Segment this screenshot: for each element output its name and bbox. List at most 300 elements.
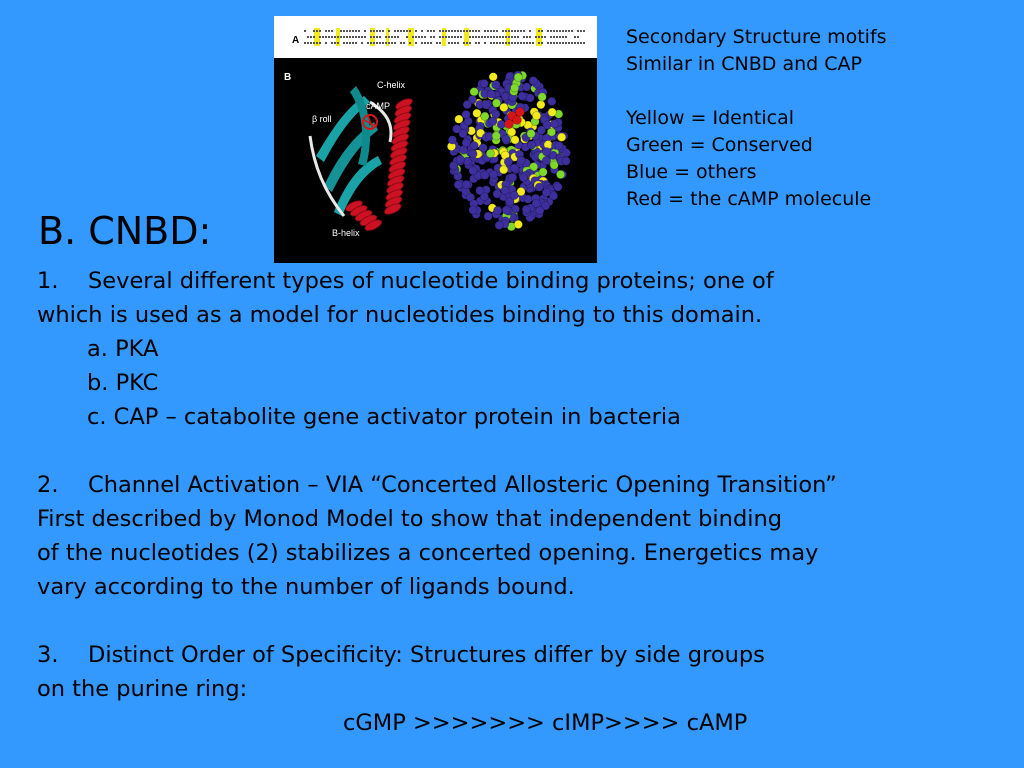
atom-sphere <box>502 206 510 214</box>
atom-sphere <box>537 126 545 134</box>
alignment-residue <box>364 36 366 38</box>
alignment-residue <box>583 30 585 32</box>
alignment-residue <box>319 42 321 44</box>
atom-sphere <box>511 136 519 144</box>
alignment-residue <box>496 30 498 32</box>
alignment-residue <box>313 42 315 44</box>
alignment-residue <box>526 36 528 38</box>
alignment-residue <box>355 42 357 44</box>
atom-sphere <box>495 221 503 229</box>
alignment-residue <box>505 36 507 38</box>
alignment-residue <box>508 36 510 38</box>
alignment-residue <box>319 36 321 38</box>
atom-sphere <box>454 180 462 188</box>
alignment-residue <box>382 42 384 44</box>
alignment-residue <box>460 30 462 32</box>
alignment-residue <box>373 30 375 32</box>
alignment-residue <box>337 36 339 38</box>
blank-line <box>37 604 837 638</box>
alignment-residue <box>409 30 411 32</box>
alignment-residue <box>406 30 408 32</box>
alignment-residue <box>469 30 471 32</box>
alignment-residue <box>493 42 495 44</box>
atom-sphere <box>548 108 556 116</box>
alignment-residue <box>457 30 459 32</box>
alignment-residue <box>556 36 558 38</box>
alignment-residue <box>349 36 351 38</box>
alignment-residue <box>457 36 459 38</box>
atom-sphere <box>489 117 497 125</box>
alignment-residue <box>391 42 393 44</box>
alignment-residue <box>355 36 357 38</box>
legend-red: Red = the cAMP molecule <box>626 188 872 210</box>
alignment-residue <box>346 42 348 44</box>
panel-a-label: A <box>292 35 300 46</box>
alignment-residue <box>493 30 495 32</box>
alignment-residue <box>376 42 378 44</box>
atom-sphere <box>482 101 490 109</box>
atom-sphere <box>510 191 518 199</box>
alignment-residue <box>445 36 447 38</box>
alignment-residue <box>541 42 543 44</box>
atom-sphere <box>473 109 481 117</box>
alignment-residue <box>499 36 501 38</box>
alignment-residue <box>331 42 333 44</box>
atom-sphere <box>523 83 531 91</box>
alignment-residue <box>529 42 531 44</box>
item-number: 2. <box>37 472 59 498</box>
alignment-residue <box>520 42 522 44</box>
atom-sphere <box>462 139 470 147</box>
figure-caption <box>626 24 887 213</box>
alignment-residue <box>493 36 495 38</box>
alignment-residue <box>571 42 573 44</box>
alignment-residue <box>553 42 555 44</box>
alignment-residue <box>583 42 585 44</box>
atom-sphere <box>514 220 522 228</box>
b-helix-label: B-helix <box>332 228 360 238</box>
alignment-residue <box>547 30 549 32</box>
alignment-residue <box>307 42 309 44</box>
alignment-residue <box>430 30 432 32</box>
section-heading: B. CNBD: <box>38 209 212 253</box>
figure-canvas <box>274 16 597 263</box>
atom-sphere <box>539 168 547 176</box>
atom-sphere <box>519 173 527 181</box>
alignment-residue <box>325 30 327 32</box>
alignment-residue <box>304 42 306 44</box>
atom-sphere <box>535 183 543 191</box>
alignment-residue <box>514 30 516 32</box>
alignment-residue <box>502 30 504 32</box>
atom-sphere <box>509 173 517 181</box>
alignment-residue <box>463 42 465 44</box>
list-item <box>37 264 837 298</box>
alignment-residue <box>517 42 519 44</box>
alignment-residue <box>370 36 372 38</box>
item-continuation: vary according to the number of ligands bound. <box>37 574 575 600</box>
alignment-residue <box>436 42 438 44</box>
atom-sphere <box>537 100 545 108</box>
alignment-residue <box>460 36 462 38</box>
alignment-residue <box>430 36 432 38</box>
alignment-residue <box>328 30 330 32</box>
alignment-residue <box>379 42 381 44</box>
alignment-residue <box>370 30 372 32</box>
camp-sphere <box>516 108 525 117</box>
alignment-residue <box>568 30 570 32</box>
atom-sphere <box>532 199 540 207</box>
alignment-residue <box>427 42 429 44</box>
alignment-residue <box>490 42 492 44</box>
alignment-residue <box>499 42 501 44</box>
alignment-residue <box>400 30 402 32</box>
alignment-residue <box>523 42 525 44</box>
alignment-residue <box>577 30 579 32</box>
alignment-residue <box>385 36 387 38</box>
alignment-residue <box>421 42 423 44</box>
alignment-residue <box>445 30 447 32</box>
atom-sphere <box>492 81 500 89</box>
alignment-residue <box>505 42 507 44</box>
atom-sphere <box>462 180 470 188</box>
atom-sphere <box>456 155 464 163</box>
alignment-residue <box>439 30 441 32</box>
atom-sphere <box>462 110 470 118</box>
alignment-residue <box>469 36 471 38</box>
alignment-residue <box>427 30 429 32</box>
alignment-residue <box>418 36 420 38</box>
camp-sphere <box>505 120 514 129</box>
atom-sphere <box>542 156 550 164</box>
alignment-residue <box>319 30 321 32</box>
item-continuation: on the purine ring: <box>37 676 248 702</box>
alignment-residue <box>370 42 372 44</box>
item-number: 1. <box>37 268 59 294</box>
item-continuation: First described by Monod Model to show that independent binding <box>37 506 783 532</box>
alignment-residue <box>526 42 528 44</box>
alignment-residue <box>529 36 531 38</box>
atom-sphere <box>517 156 525 164</box>
alignment-residue <box>415 42 417 44</box>
atom-sphere <box>555 142 563 150</box>
alignment-residue <box>562 30 564 32</box>
alignment-residue <box>508 42 510 44</box>
alignment-residue <box>550 36 552 38</box>
subitem-pkc: b. PKC <box>87 370 159 396</box>
list-item <box>37 638 837 672</box>
atom-sphere <box>526 94 534 102</box>
alignment-residue <box>544 36 546 38</box>
alignment-residue <box>397 30 399 32</box>
alignment-residue <box>394 36 396 38</box>
caption-line: Similar in CNBD and CAP <box>626 53 862 75</box>
alignment-residue <box>523 30 525 32</box>
alignment-residue <box>385 42 387 44</box>
item-text: Several different types of nucleotide binding proteins; one of <box>88 268 774 294</box>
alignment-residue <box>355 30 357 32</box>
alignment-residue <box>457 42 459 44</box>
alignment-residue <box>331 36 333 38</box>
alignment-residue <box>313 36 315 38</box>
alignment-residue <box>475 36 477 38</box>
alignment-residue <box>358 36 360 38</box>
alignment-residue <box>352 36 354 38</box>
atom-sphere <box>542 148 550 156</box>
atom-sphere <box>550 120 558 128</box>
alignment-residue <box>574 42 576 44</box>
atom-sphere <box>504 158 512 166</box>
alignment-residue <box>502 36 504 38</box>
atom-sphere <box>492 132 500 140</box>
alignment-residue <box>454 30 456 32</box>
atom-sphere <box>484 212 492 220</box>
alignment-residue <box>478 42 480 44</box>
alignment-residue <box>442 36 444 38</box>
alignment-residue <box>409 42 411 44</box>
alignment-residue <box>316 30 318 32</box>
alignment-residue <box>376 30 378 32</box>
atom-sphere <box>522 205 530 213</box>
item-continuation: of the nucleotides (2) stabilizes a concerted opening. Energetics may <box>37 540 819 566</box>
atom-sphere <box>470 88 478 96</box>
alignment-residue <box>304 30 306 32</box>
atom-sphere <box>527 141 535 149</box>
c-helix-label: C-helix <box>377 80 406 90</box>
alignment-residue <box>379 36 381 38</box>
caption-line: Secondary Structure motifs <box>626 26 887 48</box>
alignment-residue <box>340 30 342 32</box>
alignment-residue <box>424 42 426 44</box>
alignment-residue <box>538 42 540 44</box>
alignment-residue <box>556 42 558 44</box>
alignment-residue <box>424 36 426 38</box>
alignment-residue <box>466 30 468 32</box>
atom-sphere <box>469 206 477 214</box>
alignment-residue <box>478 36 480 38</box>
item-text: Channel Activation – VIA “Concerted Allosteric Opening Transition” <box>88 472 837 498</box>
alignment-residue <box>523 36 525 38</box>
alignment-residue <box>343 42 345 44</box>
alignment-residue <box>469 42 471 44</box>
alignment-residue <box>562 42 564 44</box>
alignment-residue <box>337 42 339 44</box>
alignment-residue <box>406 36 408 38</box>
alignment-residue <box>490 30 492 32</box>
alignment-residue <box>532 42 534 44</box>
alignment-residue <box>448 42 450 44</box>
slide-body <box>37 264 837 740</box>
alignment-residue <box>559 42 561 44</box>
alignment-residue <box>475 30 477 32</box>
specificity-formula: cGMP >>>>>>> cIMP>>>> cAMP <box>343 710 748 736</box>
alignment-residue <box>487 36 489 38</box>
alignment-residue <box>550 30 552 32</box>
alignment-residue <box>364 30 366 32</box>
alignment-residue <box>463 30 465 32</box>
atom-sphere <box>469 150 477 158</box>
alignment-residue <box>517 30 519 32</box>
alignment-residue <box>367 42 369 44</box>
alignment-residue <box>343 36 345 38</box>
alignment-residue <box>481 36 483 38</box>
alignment-residue <box>559 36 561 38</box>
alignment-residue <box>373 42 375 44</box>
alignment-residue <box>376 36 378 38</box>
panel-b-structures <box>274 58 597 263</box>
alignment-residue <box>511 30 513 32</box>
alignment-residue <box>565 30 567 32</box>
subitem-pka: a. PKA <box>87 336 159 362</box>
alignment-residue <box>559 30 561 32</box>
alignment-residue <box>448 30 450 32</box>
alignment-residue <box>421 30 423 32</box>
alignment-residue <box>310 36 312 38</box>
alignment-residue <box>394 42 396 44</box>
alignment-residue <box>496 36 498 38</box>
alignment-residue <box>535 36 537 38</box>
alignment-residue <box>415 30 417 32</box>
alignment-residue <box>538 36 540 38</box>
alignment-residue <box>580 30 582 32</box>
alignment-residue <box>352 42 354 44</box>
alignment-residue <box>346 36 348 38</box>
atom-sphere <box>449 162 457 170</box>
atom-sphere <box>453 125 461 133</box>
atom-sphere <box>502 135 510 143</box>
alignment-residue <box>388 36 390 38</box>
atom-sphere <box>518 92 526 100</box>
alignment-residue <box>430 42 432 44</box>
atom-sphere <box>486 149 494 157</box>
alignment-residue <box>349 42 351 44</box>
alignment-residue <box>490 36 492 38</box>
alignment-residue <box>496 42 498 44</box>
alignment-residue <box>541 36 543 38</box>
alignment-residue <box>508 30 510 32</box>
alignment-residue <box>397 36 399 38</box>
item-text: Distinct Order of Specificity: Structures differ by side groups <box>88 642 765 668</box>
alignment-residue <box>358 30 360 32</box>
alignment-residue <box>433 30 435 32</box>
atom-sphere <box>527 129 535 137</box>
panel-a-alignment <box>274 16 597 56</box>
alignment-residue <box>541 30 543 32</box>
alignment-residue <box>553 30 555 32</box>
alignment-residue <box>421 36 423 38</box>
alignment-residue <box>316 42 318 44</box>
alignment-residue <box>502 42 504 44</box>
atom-sphere <box>510 84 518 92</box>
atom-sphere <box>469 167 477 175</box>
alignment-residue <box>451 30 453 32</box>
alignment-residue <box>451 36 453 38</box>
alignment-residue <box>394 30 396 32</box>
alignment-residue <box>334 42 336 44</box>
atom-sphere <box>507 128 515 136</box>
alignment-residue <box>439 42 441 44</box>
alignment-residue <box>439 36 441 38</box>
alignment-residue <box>529 30 531 32</box>
atom-sphere <box>492 99 500 107</box>
alignment-residue <box>565 36 567 38</box>
alignment-residue <box>310 42 312 44</box>
alignment-residue <box>568 42 570 44</box>
alignment-residue <box>484 30 486 32</box>
alignment-residue <box>550 42 552 44</box>
alignment-residue <box>349 30 351 32</box>
list-item <box>37 468 837 502</box>
atom-sphere <box>562 157 570 165</box>
item-continuation: which is used as a model for nucleotides binding to this domain. <box>37 302 763 328</box>
alignment-residue <box>388 42 390 44</box>
alignment-residue <box>475 42 477 44</box>
alignment-residue <box>331 30 333 32</box>
atom-sphere <box>494 206 502 214</box>
alignment-residue <box>340 36 342 38</box>
atom-sphere <box>476 186 484 194</box>
alignment-residue <box>379 30 381 32</box>
alignment-residue <box>565 42 567 44</box>
alignment-residue <box>514 42 516 44</box>
atom-sphere <box>538 93 546 101</box>
alignment-residue <box>403 30 405 32</box>
subitem-cap: c. CAP – catabolite gene activator protein in bacteria <box>87 404 681 430</box>
alignment-residue <box>361 36 363 38</box>
alignment-residue <box>484 36 486 38</box>
alignment-residue <box>448 36 450 38</box>
panel-b-label: B <box>284 72 292 83</box>
atom-sphere <box>510 164 518 172</box>
alignment-residue <box>517 36 519 38</box>
alignment-residue <box>451 42 453 44</box>
item-number: 3. <box>37 642 59 668</box>
atom-sphere <box>524 195 532 203</box>
atom-sphere <box>470 141 478 149</box>
alignment-residue <box>352 30 354 32</box>
alignment-residue <box>577 42 579 44</box>
blank-line <box>37 434 837 468</box>
caption-spacer <box>626 78 887 105</box>
alignment-residue <box>328 36 330 38</box>
alignment-residue <box>403 42 405 44</box>
alignment-residue <box>487 30 489 32</box>
alignment-residue <box>505 30 507 32</box>
atom-sphere <box>529 77 537 85</box>
alignment-residue <box>574 36 576 38</box>
atom-sphere <box>463 100 471 108</box>
alignment-residue <box>580 42 582 44</box>
alignment-residue <box>325 42 327 44</box>
atom-sphere <box>557 133 565 141</box>
protein-structure-figure <box>274 16 597 263</box>
alignment-residue <box>484 42 486 44</box>
alignment-residue <box>571 30 573 32</box>
alignment-residue <box>511 42 513 44</box>
atom-sphere <box>556 170 564 178</box>
atom-sphere <box>487 90 495 98</box>
alignment-residue <box>562 36 564 38</box>
alignment-residue <box>433 36 435 38</box>
alignment-residue <box>382 30 384 32</box>
alignment-residue <box>373 36 375 38</box>
alignment-residue <box>454 36 456 38</box>
camp-label: cAMP <box>366 101 391 111</box>
alignment-residue <box>553 36 555 38</box>
alignment-residue <box>520 30 522 32</box>
alignment-residue <box>547 42 549 44</box>
atom-sphere <box>499 166 507 174</box>
